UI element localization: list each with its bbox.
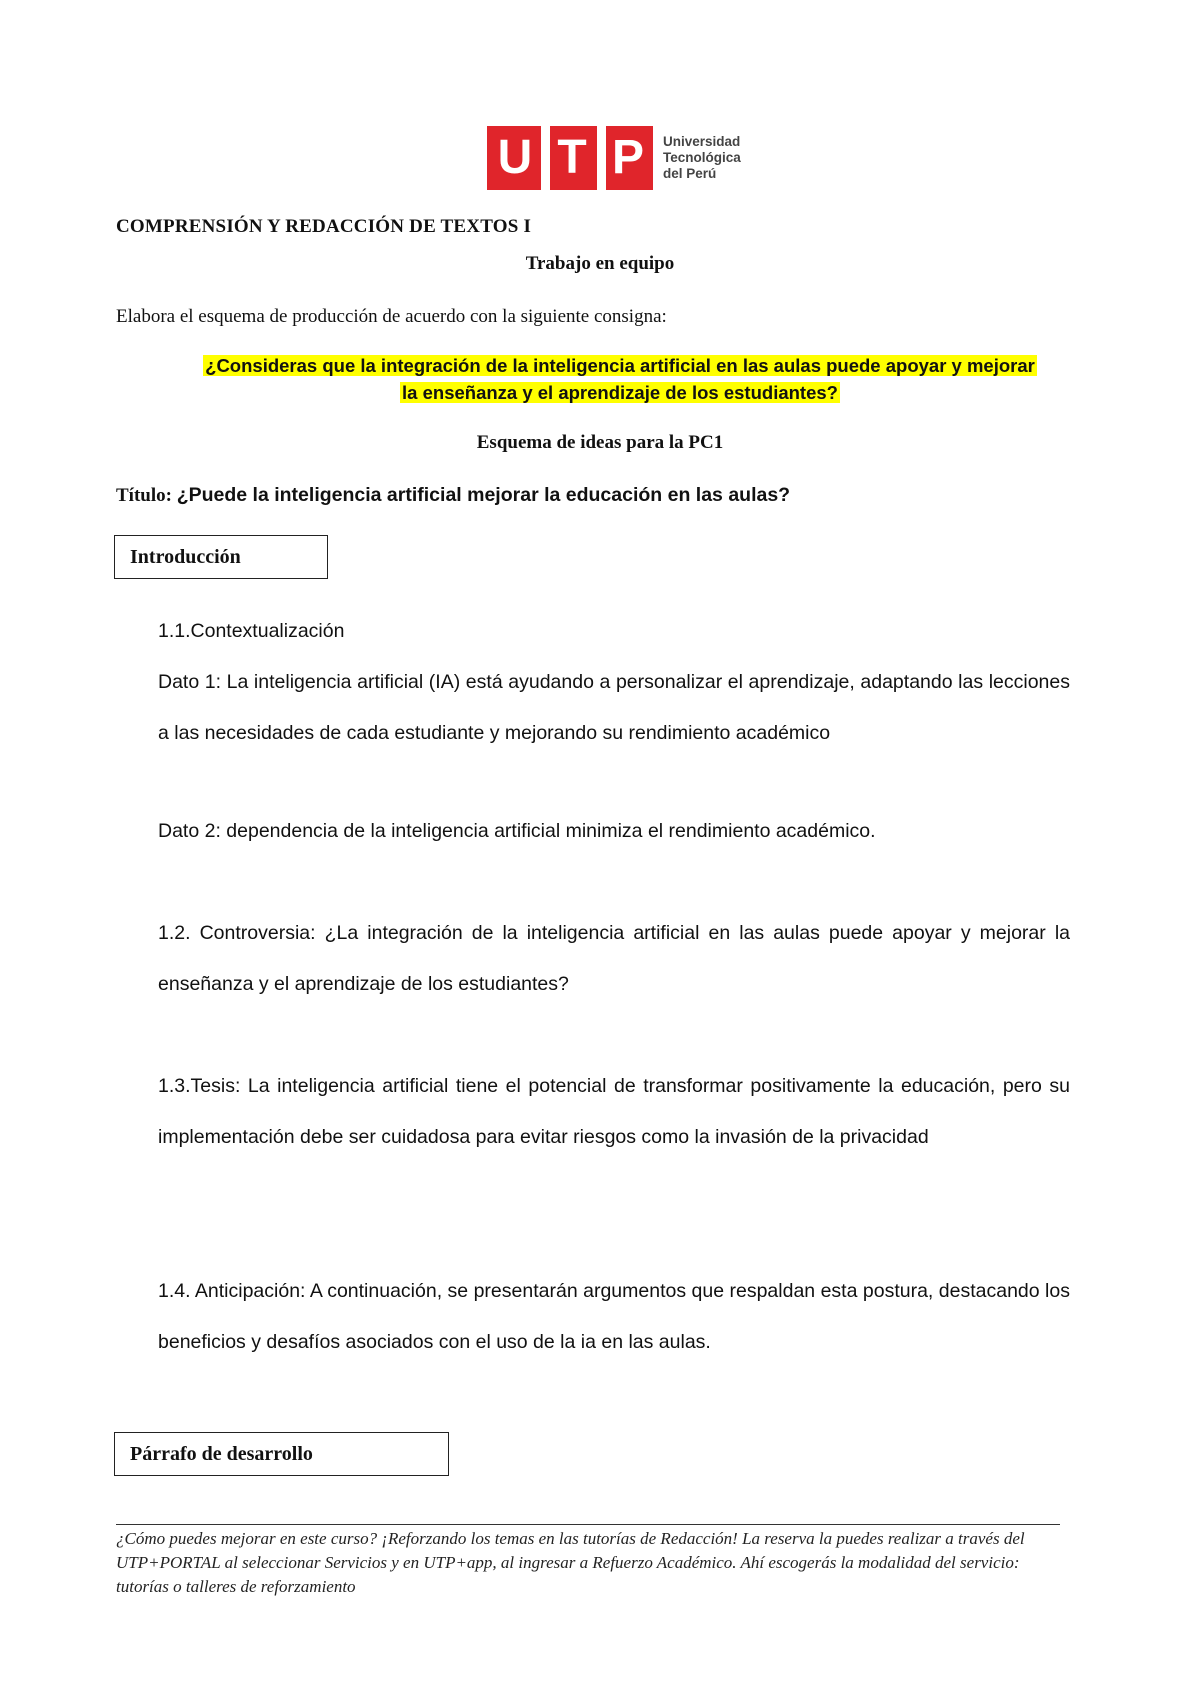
- footer-divider: [116, 1524, 1060, 1525]
- utp-logo-mark: [487, 126, 653, 190]
- anticipacion: 1.4. Anticipación: A continuación, se presentarán argumentos que respaldan esta postura, destacando los beneficios y desafíos asociados con el uso de la ia en las aulas.: [158, 1280, 1070, 1353]
- dato-2: Dato 2: dependencia de la inteligencia artificial minimiza el rendimiento académico.: [158, 820, 876, 842]
- tesis: 1.3.Tesis: La inteligencia artificial tiene el potencial de transformar positivamente la educación, pero su implementación debe ser cuidadosa para evitar riesgos como la invasión de la privacidad: [158, 1075, 1070, 1148]
- title-label: Título:: [116, 485, 172, 506]
- title-value: ¿Puede la inteligencia artificial mejorar la educación en las aulas?: [176, 484, 791, 506]
- subtitle: Trabajo en equipo: [525, 253, 675, 274]
- logo-wordmark: [663, 134, 741, 182]
- logo-line-2: Tecnológica: [663, 150, 741, 165]
- question-line-2: la enseñanza y el aprendizaje de los estudiantes?: [402, 382, 838, 403]
- logo-line-1: Universidad: [663, 134, 741, 149]
- assignment-question: [160, 352, 1080, 406]
- section-intro-label: Introducción: [114, 535, 328, 579]
- section-development-label: Párrafo de desarrollo: [114, 1432, 449, 1476]
- dato-1: Dato 1: La inteligencia artificial (IA) está ayudando a personalizar el aprendizaje, adaptando las lecciones a las necesidades de cada estudiante y mejorando su rendimiento académico: [158, 671, 1070, 744]
- schema-heading: Esquema de ideas para la PC1: [476, 432, 724, 453]
- document-title: [116, 484, 790, 507]
- logo-separator: [597, 126, 606, 190]
- logo-line-3: del Perú: [663, 166, 717, 181]
- logo-letter-p: P: [611, 131, 644, 184]
- controversia: 1.2. Controversia: ¿La integración de la inteligencia artificial en las aulas puede apoyar y mejorar la enseñanza y el aprendizaje de los estudiantes?: [158, 922, 1070, 995]
- question-line-1: ¿Consideras que la integración de la inteligencia artificial en las aulas puede apoyar y mejorar: [205, 355, 1035, 376]
- logo-letter-t: T: [557, 131, 587, 184]
- logo-separator: [541, 126, 550, 190]
- instruction: Elabora el esquema de producción de acuerdo con la siguiente consigna:: [116, 306, 667, 327]
- logo-letter-u: U: [497, 131, 533, 184]
- contextualizacion: 1.1.Contextualización: [158, 620, 345, 642]
- footer-note: ¿Cómo puedes mejorar en este curso? ¡Reforzando los temas en las tutorías de Redacción! La reserva la puedes realizar a través del UTP+PORTAL al seleccionar Servicios y en UTP+app, al ingresar a Refuerzo Académico. Ahí escogerás la modalidad del servicio: tutorías o talleres de reforzamiento: [116, 1529, 1025, 1596]
- utp-logo: [487, 126, 741, 190]
- course-title: COMPRENSIÓN Y REDACCIÓN DE TEXTOS I: [116, 216, 532, 237]
